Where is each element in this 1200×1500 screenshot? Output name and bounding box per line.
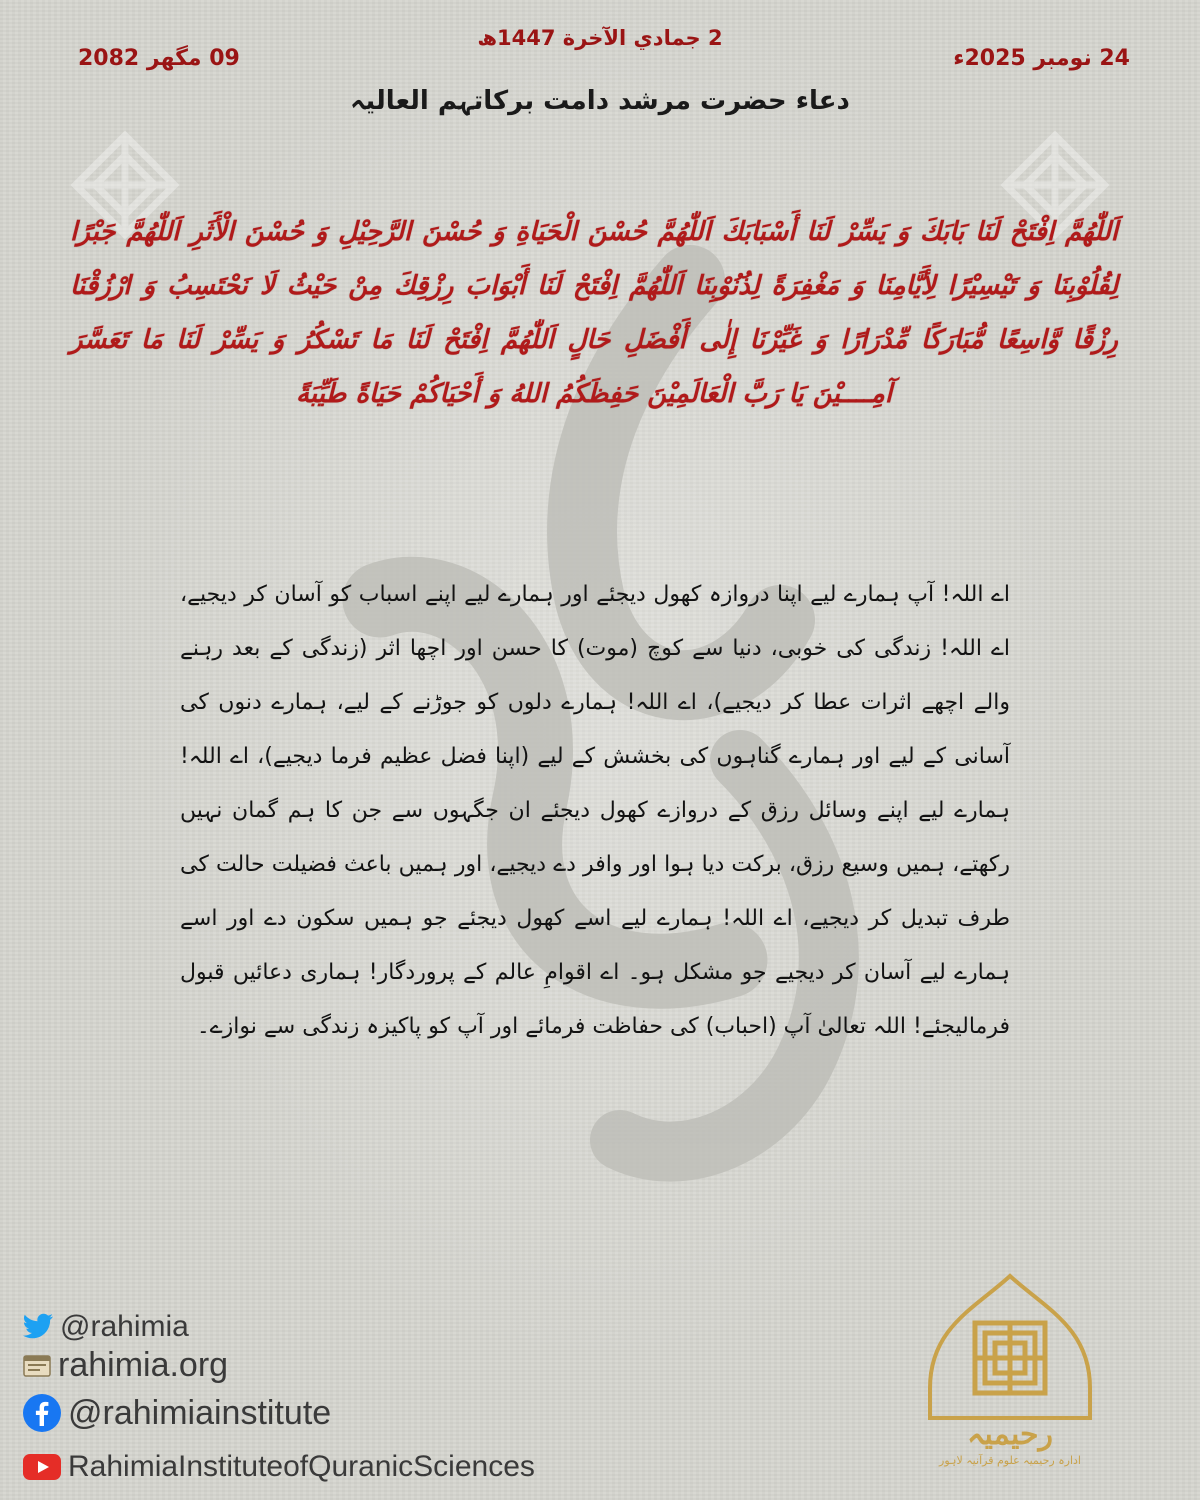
youtube-link[interactable]	[22, 1450, 535, 1484]
bikrami-date: 09 مگھر 2082	[78, 46, 240, 71]
website-link[interactable]	[22, 1346, 228, 1385]
facebook-icon	[22, 1393, 62, 1433]
youtube-icon	[22, 1453, 62, 1481]
website-url: rahimia.org	[58, 1346, 229, 1384]
twitter-icon	[22, 1313, 54, 1341]
twitter-link[interactable]	[22, 1310, 189, 1344]
gregorian-date: 24 نومبر 2025ء	[953, 46, 1130, 71]
logo-subtitle: ادارہ رحیمیہ علوم قرآنیہ لاہور	[939, 1454, 1081, 1467]
rahimia-logo	[915, 1268, 1105, 1468]
facebook-link[interactable]	[22, 1393, 331, 1433]
arabic-dua-text: اَللّٰهُمَّ اِفْتَحْ لَنَا بَابَكَ وَ يَسِّرْ لَنَا أَسْبَابَكَ اَللّٰهُمَّ حُسْنَ الْحَيَاةِ وَ حُسْنَ الرَّحِيْلِ وَ حُسْنَ الْأَثَرِ اَللّٰهُمَّ جَبْرًا لِقُلُوْبِنَا وَ تَيْسِيْرًا لِأَيَّامِنَا وَ مَغْفِرَةً لِذُنُوْبِنَا اَللّٰهُمَّ اِفْتَحْ لَنَا أَبْوَابَ رِزْقِكَ مِنْ حَيْثُ لَا نَحْتَسِبُ وَ ارْزُقْنَا رِزْقًا وَّاسِعًا مُّبَارَكًا مِّدْرَارًا وَ غَيِّرْنَا إِلٰى أَفْضَلِ حَالٍ اَللّٰهُمَّ اِفْتَحْ لَنَا مَا تَسْكُرُ وَ يَسِّرْ لَنَا مَا تَعَسَّرَ آمِــــيْنَ يَا رَبَّ الْعَالَمِيْنَ حَفِظَكُمُ اللهُ وَ أَحْيَاكُمْ حَيَاةً طَيِّبَةً	[70, 217, 1118, 409]
facebook-handle: @rahimiainstitute	[68, 1393, 332, 1432]
page-title: دعاء حضرت مرشد دامت برکاتہم العالیہ	[350, 86, 850, 116]
twitter-handle: @rahimia	[60, 1310, 189, 1343]
youtube-channel: RahimiaInstituteofQuranicSciences	[68, 1450, 535, 1483]
hijri-date: 2 جمادي الآخرة 1447ھ	[477, 26, 723, 50]
urdu-translation-text: اے اللہ! آپ ہمارے لیے اپنا دروازہ کھول دیجئے اور ہمارے لیے اپنے اسباب کو آسان کر دیجیے، اے اللہ! زندگی کی خوبی، دنیا سے کوچ (موت) کا حسن اور اچھا اثر (زندگی کے بعد رہنے والے اچھے اثرات عطا کر دیجیے)، اے اللہ! ہمارے دلوں کو جوڑنے کے لیے، ہمارے دنوں کی آسانی کے لیے اور ہمارے گناہوں کی بخشش کے لیے (اپنا فضل عظیم فرما دیجیے)، اے اللہ! ہمارے لیے اپنے وسائل رزق کے دروازے کھول دیجئے ان جگہوں سے جن کا ہم گمان نہیں رکھتے، ہمیں وسیع رزق، برکت دیا ہوا اور وافر دے دیجیے، اور ہمیں باعث فضیلت حالت کی طرف تبدیل کر دیجیے، اے اللہ! ہمارے لیے اسے کھول دیجئے جو ہمیں سکون دے اور اسے ہمارے لیے آسان کر دیجیے جو مشکل ہو۔ اے اقوامِ عالم کے پروردگار! ہماری دعائیں قبول فرمالیجئے! اللہ تعالیٰ آپ (احباب) کی حفاظت فرمائے اور آپ کو پاکیزہ زندگی سے نوازے۔	[180, 582, 1010, 1039]
logo-name: رحیمیہ	[966, 1417, 1054, 1452]
web-icon	[22, 1352, 52, 1380]
